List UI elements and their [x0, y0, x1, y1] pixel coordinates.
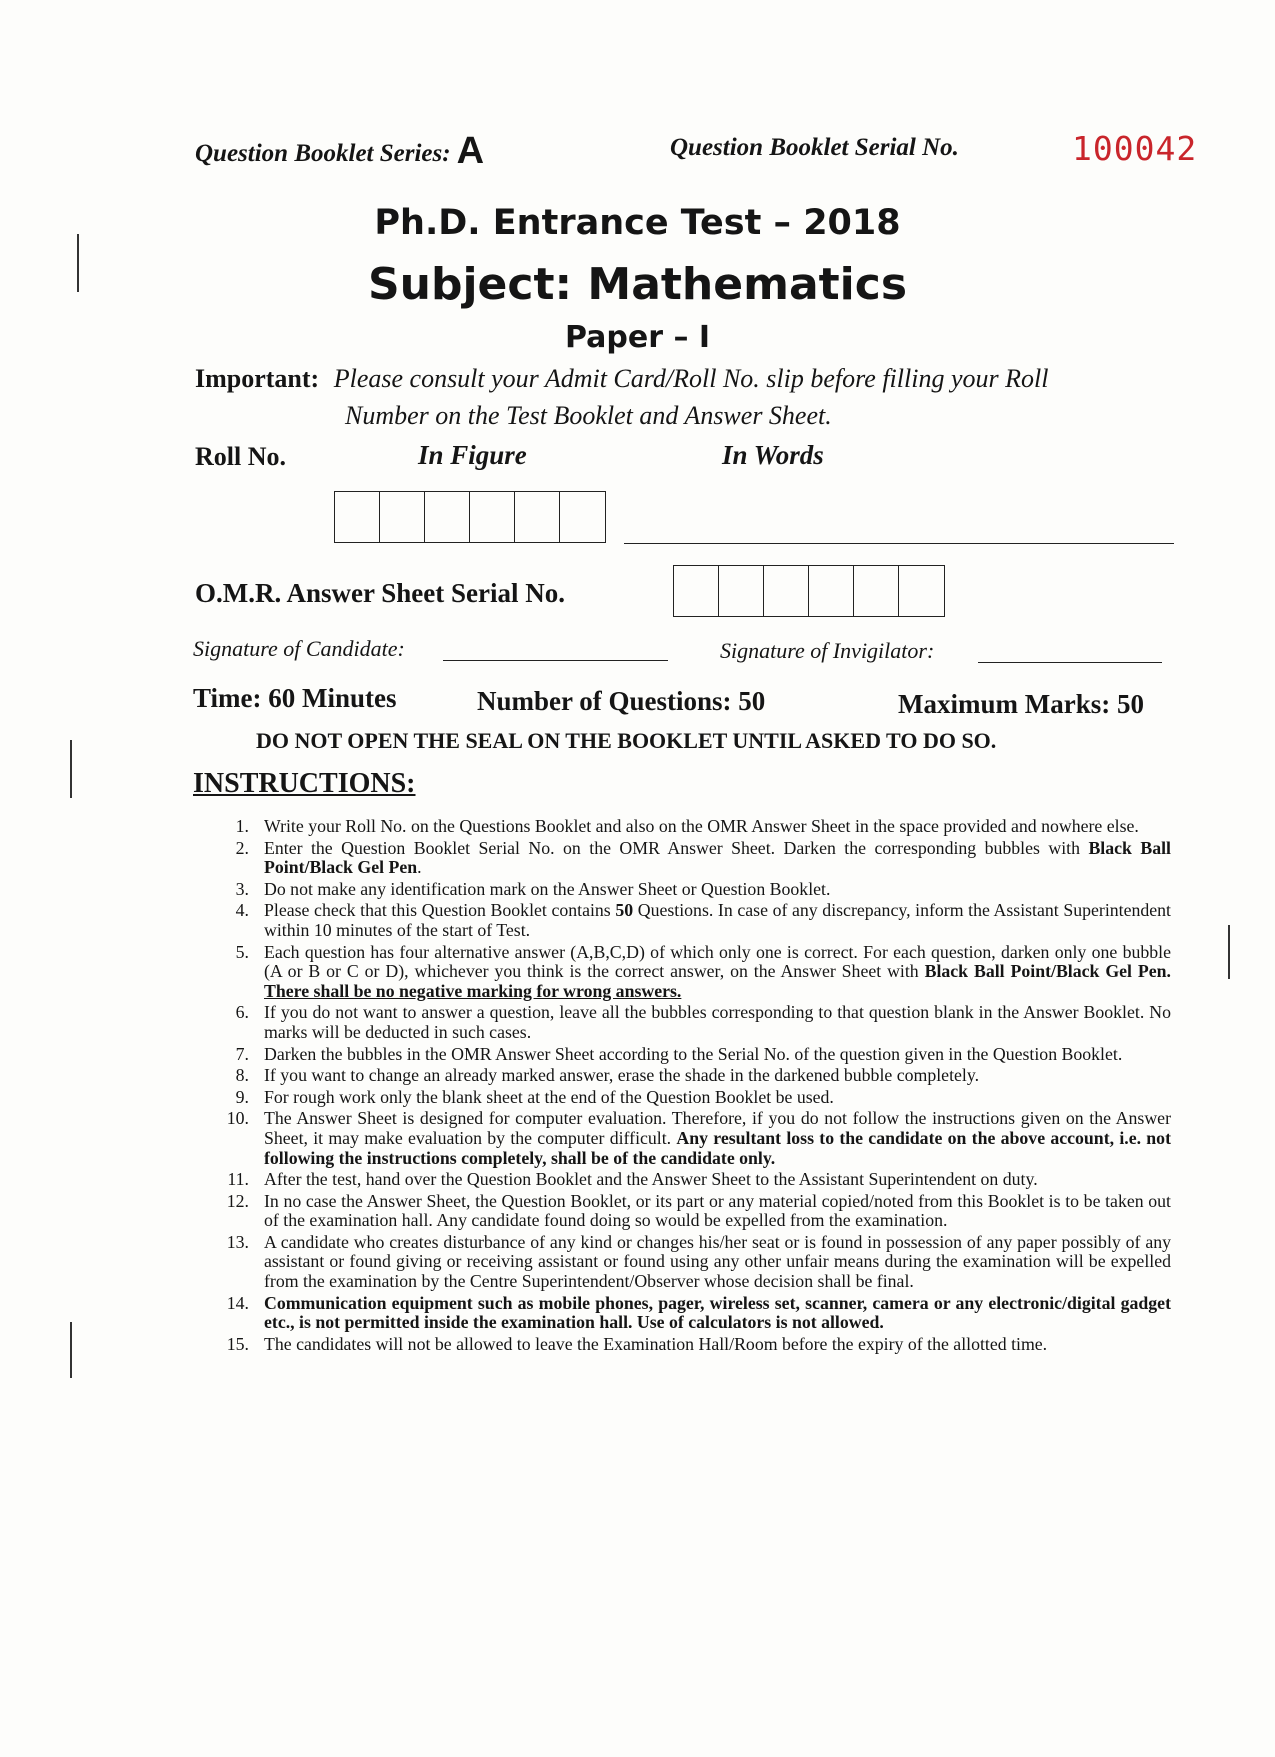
booklet-serial-number: 100042 [1072, 129, 1198, 168]
invigilator-signature-line[interactable] [978, 662, 1162, 663]
instruction-item: 1. Write your Roll No. on the Questions Booklet and also on the OMR Answer Sheet in the space provided and nowhere else. [235, 816, 1139, 836]
roll-in-words-label: In Words [722, 440, 824, 470]
omr-digit-box[interactable] [899, 566, 944, 616]
roll-in-figure-label: In Figure [418, 440, 527, 470]
omr-digit-box[interactable] [854, 566, 899, 616]
scan-edge-mark [1228, 925, 1230, 979]
scan-edge-mark [70, 1322, 72, 1378]
candidate-signature-label: Signature of Candidate: [193, 636, 405, 661]
instruction-item: 6. If you do not want to answer a question, leave all the bubbles corresponding to that question blank in the Answer Booklet. No marks will be deducted in such cases. [235, 1002, 1171, 1042]
important-line-1: Please consult your Admit Card/Roll No. slip before filling your Roll [333, 364, 1049, 393]
roll-no-label: Roll No. [195, 442, 286, 471]
instruction-item: 7. Darken the bubbles in the OMR Answer Sheet according to the Serial No. of the question given in the Question Booklet. [235, 1043, 1123, 1064]
omr-digit-box[interactable] [674, 566, 719, 616]
roll-digit-box[interactable] [515, 492, 560, 542]
instruction-item: 14. Communication equipment such as mobile phones, pager, wireless set, scanner, camera or any electronic/digital gadget etc., is not permitted inside the examination hall. Use of calculators is not allowed. [226, 1292, 1171, 1333]
exam-question-count: Number of Questions: 50 [477, 686, 766, 716]
important-note [195, 364, 1048, 394]
roll-digit-box[interactable] [470, 492, 515, 542]
omr-serial-label: O.M.R. Answer Sheet Serial No. [195, 578, 565, 608]
instruction-item: 12. In no case the Answer Sheet, the Question Booklet, or its part or any material copied/noted from this Booklet is to be taken out of the examination hall. Any candidate found doing so would be expelled from the examination. [226, 1190, 1171, 1231]
instruction-item: 15. The candidates will not be allowed to leave the Examination Hall/Room before the expiry of the allotted time. [226, 1333, 1048, 1354]
instruction-item: 10. The Answer Sheet is designed for computer evaluation. Therefore, if you do not follow the instructions given on the Answer Sheet, it may make evaluation by the computer difficult. Any resultant loss to the candidate on the above account, i.e. not following the instructions completely, shall be of the candidate only. [226, 1108, 1171, 1168]
roll-digit-box[interactable] [560, 492, 605, 542]
scan-edge-mark [70, 740, 72, 798]
instruction-item: 5. Each question has four alternative answer (A,B,C,D) of which only one is correct. For each question, darken only one bubble (A or B or C or D), whichever you think is the correct answer, on the Answer Sheet with Black Ball Point/Black Gel Pen. There shall be no negative marking for wrong answers. [235, 941, 1171, 1001]
omr-digit-box[interactable] [764, 566, 809, 616]
roll-digit-box[interactable] [380, 492, 425, 542]
important-line-2: Number on the Test Booklet and Answer Sheet. [345, 401, 832, 430]
booklet-serial-label: Question Booklet Serial No. [670, 134, 959, 161]
roll-digit-box[interactable] [335, 492, 380, 542]
test-title: Ph.D. Entrance Test – 2018 [374, 203, 901, 243]
instruction-item: 3. Do not make any identification mark on the Answer Sheet or Question Booklet. [235, 878, 831, 899]
booklet-series [195, 130, 484, 173]
omr-digit-box[interactable] [809, 566, 854, 616]
important-label: Important: [195, 364, 320, 393]
instructions-list [219, 817, 1171, 1356]
booklet-series-value: A [456, 130, 485, 172]
omr-serial-boxes[interactable] [673, 565, 945, 617]
no-negative-marking-note: There shall be no negative marking for wrong answers. [264, 980, 682, 1001]
instruction-item: 11. After the test, hand over the Question Booklet and the Answer Sheet to the Assistant Superintendent on duty. [227, 1169, 1038, 1190]
roll-digit-box[interactable] [425, 492, 470, 542]
candidate-signature-line[interactable] [443, 660, 668, 661]
instruction-item: 9. For rough work only the blank sheet at the end of the Question Booklet be used. [235, 1086, 834, 1107]
paper-title: Paper – I [564, 320, 711, 355]
instruction-item: 13. A candidate who creates disturbance of any kind or changes his/her seat or is found in possession of any paper possibly of any assistant or found giving or receiving assistant or found using any other unfair means during the examination will be expelled from the examination by the Centre Superintendent/Observer whose decision shall be final. [226, 1231, 1171, 1292]
exam-time: Time: 60 Minutes [193, 683, 397, 713]
exam-max-marks: Maximum Marks: 50 [898, 689, 1144, 719]
instruction-item: 8. If you want to change an already marked answer, erase the shade in the darkened bubble completely. [235, 1065, 980, 1086]
omr-digit-box[interactable] [719, 566, 764, 616]
subject-title: Subject: Mathematics [367, 259, 908, 310]
booklet-series-label: Question Booklet Series: [195, 140, 451, 167]
instructions-title: INSTRUCTIONS: [193, 768, 416, 799]
instruction-item: 2. Enter the Question Booklet Serial No. on the OMR Answer Sheet. Darken the corresponding bubbles with Black Ball Point/Black Gel Pen. [235, 837, 1171, 878]
seal-warning: DO NOT OPEN THE SEAL ON THE BOOKLET UNTIL ASKED TO DO SO. [256, 728, 997, 753]
instruction-item: 4. Please check that this Question Booklet contains 50 Questions. In case of any discrepancy, inform the Assistant Superintendent within 10 minutes of the start of Test. [235, 900, 1171, 940]
roll-in-words-line[interactable] [624, 543, 1174, 544]
invigilator-signature-label: Signature of Invigilator: [720, 638, 935, 663]
roll-no-figure-boxes[interactable] [334, 491, 606, 543]
